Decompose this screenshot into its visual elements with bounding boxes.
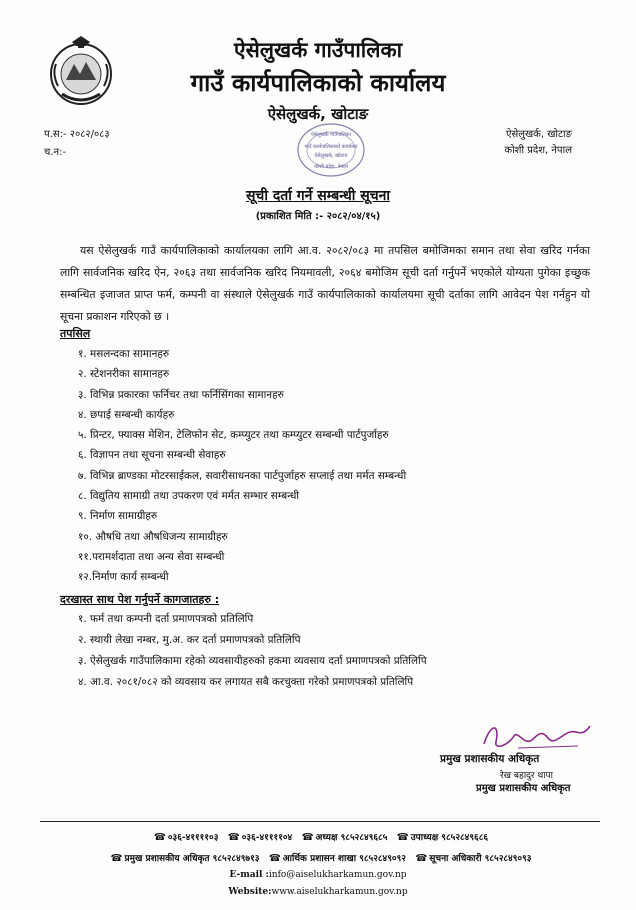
website-label: Website: — [228, 887, 272, 897]
phone-icon: ☎ — [396, 832, 409, 843]
email-label: E-mail : — [229, 870, 269, 880]
stamp-text-top: ऐसेलुखर्क गाउँपालिका — [311, 132, 351, 138]
address-line-1: ऐसेलुखर्क, खोटाङ — [505, 129, 572, 140]
list-item: १. मसलन्दका सामानहरु — [78, 348, 170, 360]
document-item: १. फर्म तथा कम्पनी दर्ता प्रमाणपत्रको प्रतिलिपि — [78, 613, 254, 625]
document-item: ४. आ.व. २०८१/०८२ को व्यवसाय कर लगायत सबै करचुक्ता गरेको प्रमाणपत्रको प्रतिलिपि — [78, 676, 414, 688]
signature — [478, 716, 598, 756]
footer-website — [0, 887, 636, 897]
list-item: ६. विज्ञापन तथा सूचना सम्बन्धी सेवाहरु — [78, 449, 226, 462]
address-line-2: कोशी प्रदेश, नेपाल — [504, 145, 572, 156]
list-item: ९. निर्माण सामाग्रीहरु — [78, 510, 158, 523]
published-date: (प्रकाशित मिति :- २०८२/०४/१५) — [255, 211, 381, 222]
document-list — [78, 612, 427, 696]
notice-title: सूची दर्ता गर्ने सम्बन्धी सूचना — [245, 188, 391, 204]
phone-icon: ☎ — [153, 832, 166, 843]
office-name: गाउँ कार्यपालिकाको कार्यालय — [190, 69, 446, 97]
list-item: २. स्टेशनरीका सामानहरु — [78, 368, 170, 381]
stamp-text-bottom: ऐसेलुखर्क, खोटाङ — [314, 153, 348, 159]
notice-body: यस ऐसेलुखर्क गाउँ कार्यपालिकाको कार्यालयका लागि आ.व. २०८२/०८३ मा तपसिल बमोजिमका समान तथा सेवा खरिद गर्नका लागि सार्वजनिक खरिद ऐन, २०६३ तथा सार्वजनिक खरिद नियमावली, २०६४ बमोजिम सूची दर्ता गर्नुपर्ने भएकोले योग्यता पुगेका इच्छुक सम्बन्धित इजाजत प्राप्त फर्म, कम्पनी वा संस्थाले ऐसेलुखर्क गाउँ कार्यपालिकाको कार्यालयमा सूची दर्ताका लागि आवेदन पेश गर्नहुन यो सूचना प्रकाशन गरिएको छ । — [60, 244, 590, 323]
dispatch-number: च.न:- — [44, 147, 67, 158]
list-item: ७. विभिन्न ब्राण्डका मोटरसाईकल, सवारीसाधनका पार्टपुर्जाहरु सप्लाई तथा मर्मत सम्बन्धी — [78, 469, 407, 482]
signatory-stamp-title: प्रमुख प्रशासकीय अधिकृत — [476, 783, 571, 794]
stamp-text-footer: कोशी प्रदेश, नेपाल — [314, 164, 348, 170]
list-item: १०. औषधि तथा औषधिजन्य सामाग्रीहरु — [78, 530, 228, 543]
website-link[interactable]: www.aiselukharkamun.gov.np — [271, 887, 408, 897]
phone-icon: ☎ — [301, 832, 314, 843]
list-item: ५. प्रिन्टर, फ्याक्स मेशिन, टेलिफोन सेट, कम्प्युटर तथा कम्प्युटर सम्बन्धी पार्टपुर्जाहरु — [78, 429, 389, 442]
phone-icon: ☎ — [268, 853, 281, 864]
email-link[interactable]: info@aiselukharkamun.gov.np — [268, 870, 407, 880]
footer-email — [0, 870, 636, 880]
footer-phones-row-2: ☎ प्रमुख प्रशासकीय अधिकृत ९८५२८४९७१३ ☎ आर्थिक प्रशासन शाखा ९८५२८४९०९२ ☎ सूचना अधिकारी ९८५२८४९०९३ — [110, 853, 532, 864]
reference-number: प.स:- २०८२/०८३ — [44, 129, 110, 140]
phone-icon: ☎ — [110, 853, 123, 864]
list-item: १२.निर्माण कार्य सम्बन्धी — [78, 571, 169, 584]
office-address: ऐसेलुखर्क, खोटाङ — [267, 105, 369, 123]
signatory-title: प्रमुख प्रशासकीय अधिकृत — [440, 753, 540, 765]
document-item: २. स्थायी लेखा नम्बर, मु.अ. कर दर्ता प्रमाणपत्रको प्रतिलिपि — [78, 634, 301, 646]
stamp-text-middle: गाउँ कार्यपालिकाको कार्यालय — [304, 144, 358, 150]
footer-divider — [40, 821, 600, 822]
document-item: ३. ऐसेलुखर्क गाउँपालिकामा रहेको व्यवसायीहरुको हकमा व्यवसाय दर्ता प्रमाणपत्रको प्रतिलिपि — [78, 655, 427, 667]
list-item: ८. विद्युतिय सामाग्री तथा उपकरण एवं मर्मत सम्भार सम्बन्धी — [78, 490, 300, 503]
phone-icon: ☎ — [227, 832, 240, 843]
list-item: ३. विभिन्न प्रकारका फर्निचर तथा फर्निसिंगका सामानहरु — [78, 388, 284, 401]
phone-icon: ☎ — [415, 853, 428, 864]
list-item: ४. छपाई सम्बन्धी कार्यहरु — [78, 408, 175, 421]
item-list — [78, 347, 406, 591]
list-item: ११.परामर्शदाता तथा अन्य सेवा सम्बन्धी — [78, 550, 225, 563]
list-heading: तपसिल — [60, 327, 91, 340]
documents-heading: दरखास्त साथ पेश गर्नुपर्ने कागजातहरु : — [60, 593, 220, 606]
municipality-name: ऐसेलुखर्क गाउँपालिका — [233, 38, 403, 62]
footer-phones-row-1: ☎ ०३६-४११११०३ ☎ ०३६-४११११०४ ☎ अध्यक्ष ९८५२८४९६८५ ☎ उपाध्यक्ष ९८५२८४९६८६ — [153, 832, 489, 843]
signatory-stamp-name: रेख बहादुर थापा — [500, 771, 553, 781]
office-stamp — [296, 122, 366, 178]
